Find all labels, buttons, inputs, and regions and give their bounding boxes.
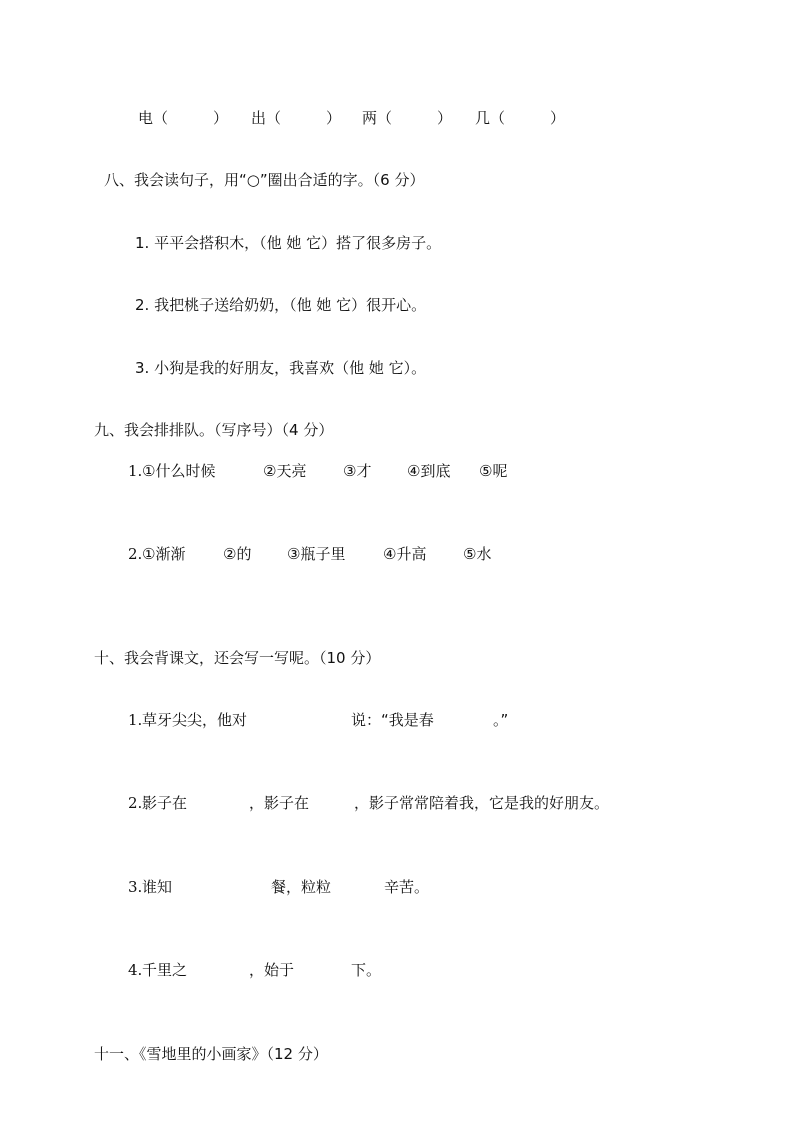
q9-item-1-part-1: ①什么时候 [142,462,216,480]
section-heading-9: 九、我会排排队。（写序号）（4 分） [94,421,334,439]
q10-item-1-text-a: 草牙尖尖，他对 [142,711,248,729]
q10-item-2-text-b: ，影子在 [249,794,310,812]
q10-item-4-text-c: 下。 [351,961,382,979]
q9-item-2-part-1: ①渐渐 [142,545,186,563]
q9-item-2-part-4: ④升高 [383,545,427,563]
q10-item-2-text-a: 影子在 [142,794,188,812]
fill-item-liang: 两（ ） [362,109,453,127]
q9-item-2-part-3: ③瓶子里 [287,545,346,563]
q8-item-3: 3. 小狗是我的好朋友，我喜欢（他 她 它）。 [135,359,427,377]
section-heading-11: 十一、《雪地里的小画家》（12 分） [94,1045,328,1063]
q8-item-2: 2. 我把桃子送给奶奶，（他 她 它）很开心。 [135,296,427,314]
q10-item-1-number: 1. [128,711,143,729]
q9-item-1-part-5: ⑤呢 [479,462,508,480]
fill-item-dian: 电（ ） [138,109,229,127]
q10-item-3-text-b: 餐，粒粒 [271,878,332,896]
q9-item-2-part-2: ②的 [223,545,252,563]
q10-item-1-text-c: 。” [493,711,509,729]
q10-item-4-text-a: 千里之 [142,961,188,979]
q10-item-3-number: 3. [128,878,143,896]
fill-item-ji: 几（ ） [475,109,566,127]
q10-item-4-text-b: ，始于 [249,961,295,979]
q9-item-2-number: 2. [128,545,143,563]
q8-item-1: 1. 平平会搭积木，（他 她 它）搭了很多房子。 [135,234,442,252]
section-heading-8: 八、我会读句子，用“○”圈出合适的字。（6 分） [104,171,425,189]
q10-item-2-number: 2. [128,794,143,812]
q10-item-1-text-b: 说：“我是春 [351,711,434,729]
fill-item-chu: 出（ ） [251,109,342,127]
q10-item-3-text-a: 谁知 [142,878,173,896]
q9-item-1-part-2: ②天亮 [263,462,307,480]
q9-item-2-part-5: ⑤水 [463,545,492,563]
q9-item-1-part-3: ③才 [343,462,372,480]
q9-item-1-number: 1. [128,462,143,480]
q10-item-2-text-c: ，影子常常陪着我，它是我的好朋友。 [354,794,610,812]
section-heading-10: 十、我会背课文，还会写一写呢。（10 分） [94,649,381,667]
q9-item-1-part-4: ④到底 [407,462,451,480]
q10-item-4-number: 4. [128,961,143,979]
q10-item-3-text-c: 辛苦。 [384,878,430,896]
